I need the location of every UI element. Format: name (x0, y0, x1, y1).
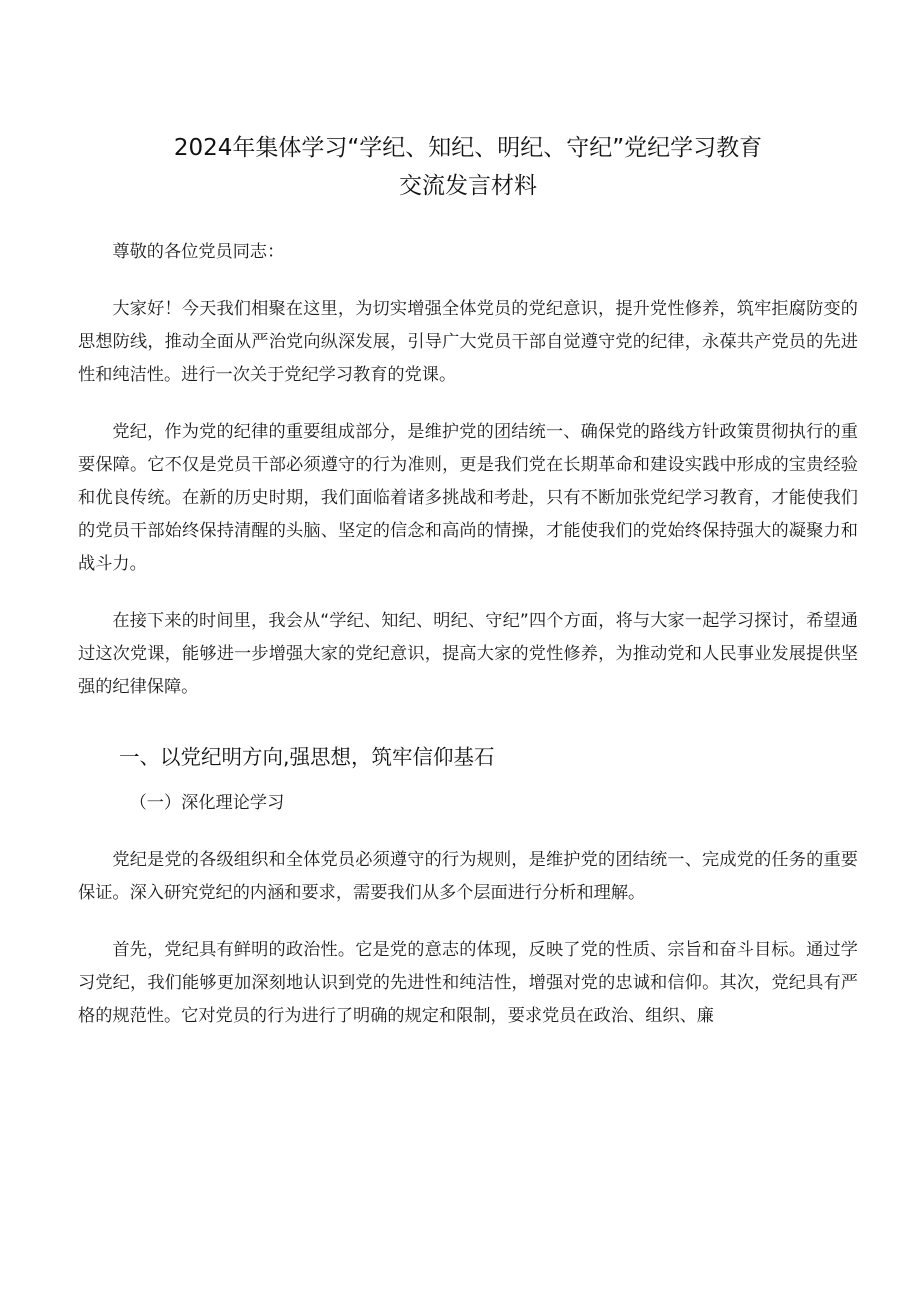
subsection-heading-1: （一）深化理论学习 (129, 793, 285, 813)
salutation: 尊敬的各位党员同志： (112, 242, 285, 262)
paragraph-section1-a: 党纪是党的各级组织和全体党员必须遵守的行为规则，是维护党的团结统一、完成党的任务的重要保证。深入研究党纪的内涵和要求，需要我们从多个层面进行分析和理解。 (78, 850, 858, 903)
paragraph-outline: 在接下来的时间里，我会从“学纪、知纪、明纪、守纪”四个方面，将与大家一起学习探讨，希望通过这次党课，能够进一步增强大家的党纪意识，提高大家的党性修养，为推动党和人民事业发展提供坚强的纪律保障。 (78, 611, 858, 697)
title-line-1: 2024年集体学习“学纪、知纪、明纪、守纪”党纪学习教育 (173, 135, 763, 161)
paragraph-intro: 大家好！今天我们相聚在这里，为切实增强全体党员的党纪意识，提升党性修养，筑牢拒腐防变的思想防线，推动全面从严治党向纵深发展，引导广大党员干部自觉遵守党的纪律，永葆共产党员的先进性和纯洁性。进行一次关于党纪学习教育的党课。 (78, 299, 858, 385)
title-line-2: 交流发言材料 (399, 173, 537, 199)
paragraph-section1-b: 首先，党纪具有鲜明的政治性。它是党的意志的体现，反映了党的性质、宗旨和奋斗目标。通过学习党纪，我们能够更加深刻地认识到党的先进性和纯洁性，增强对党的忠诚和信仰。其次，党纪具有严格的规范性。它对党员的行为进行了明确的规定和限制，要求党员在政治、组织、廉 (78, 940, 858, 1026)
document-title (78, 129, 858, 205)
paragraph-discipline: 党纪，作为党的纪律的重要组成部分，是维护党的团结统一、确保党的路线方针政策贯彻执行的重要保障。它不仅是党员干部必须遵守的行为准则，更是我们党在长期革命和建设实践中形成的宝贵经验和优良传统。在新的历史时期，我们面临着诸多挑战和考赴，只有不断加张党纪学习教育，才能使我们的党员干部始终保持清醒的头脑、坚定的信念和高尚的情操，才能使我们的党始终保持强大的凝聚力和战斗力。 (78, 422, 858, 574)
section-heading-1: 一、以党纪明方向,强思想，筑牢信仰基石 (119, 745, 495, 769)
